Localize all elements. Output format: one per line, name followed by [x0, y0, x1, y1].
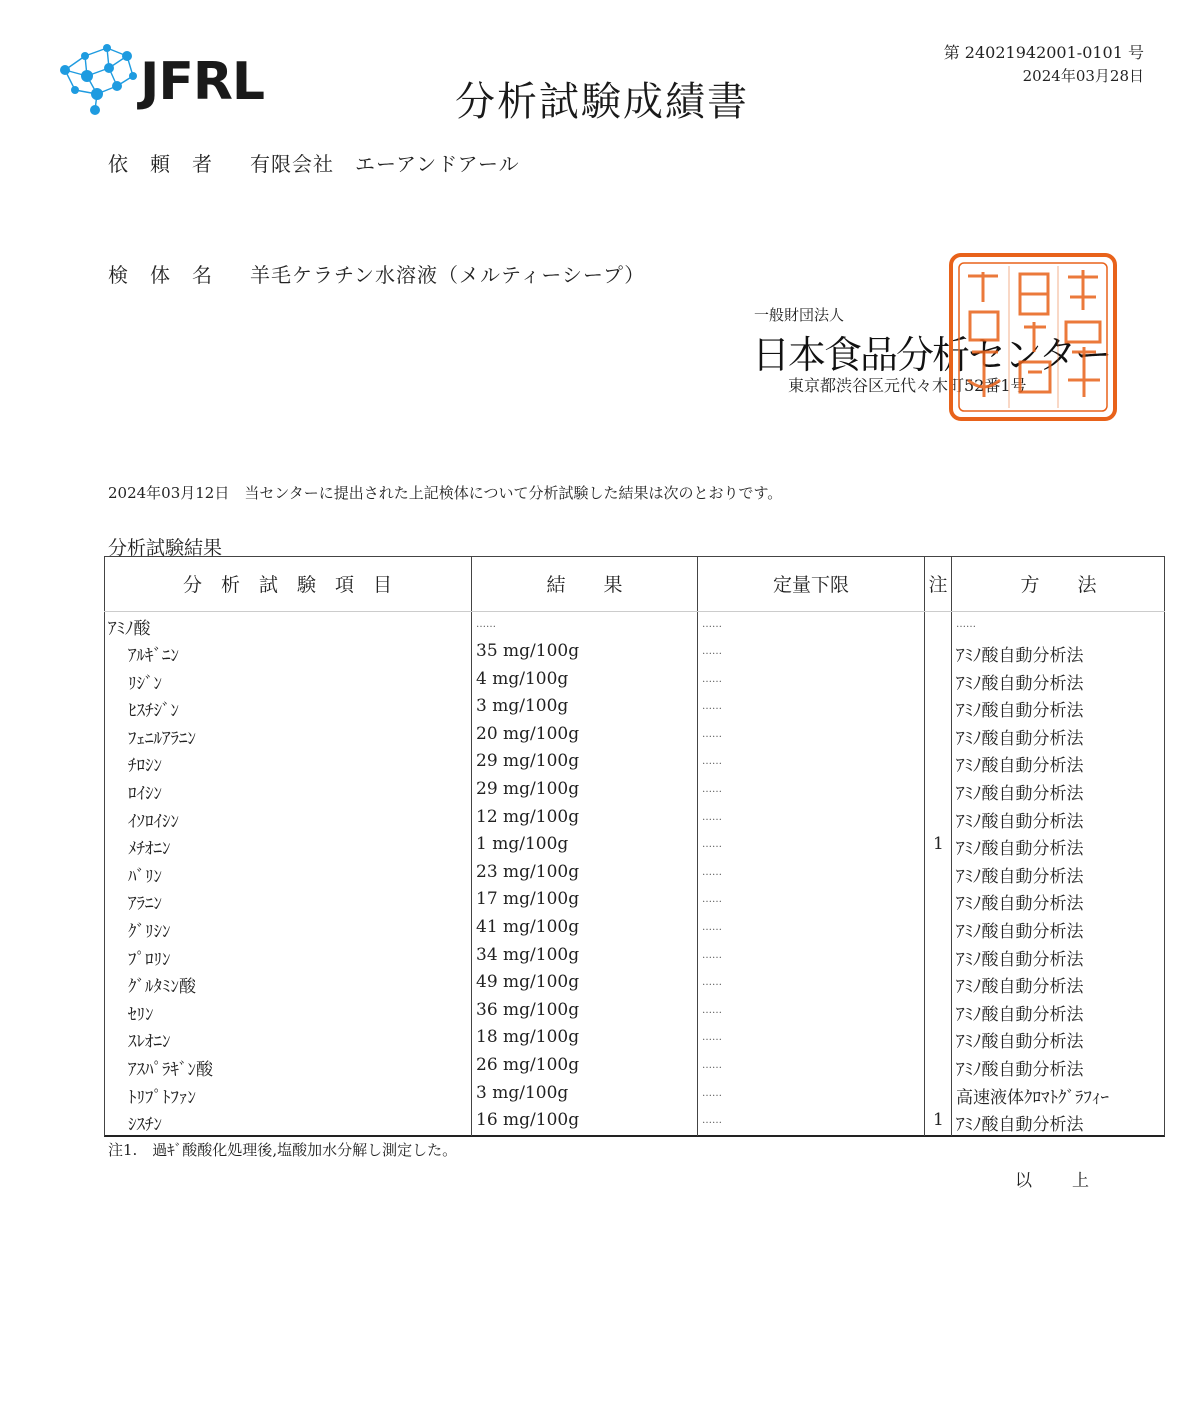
table-row-limit: …… — [702, 1115, 722, 1127]
issuer-name: 日本食品分析センター — [752, 333, 1111, 377]
table-row-note: 1 — [933, 1110, 944, 1131]
table-row-method: ｱﾐﾉ酸自動分析法 — [956, 673, 1084, 694]
table-row-result: 35 mg/100g — [476, 641, 580, 661]
table-row-limit: …… — [702, 839, 722, 851]
table-row-result: 4 mg/100g — [476, 668, 569, 689]
table-row-result: 3 mg/100g — [476, 696, 569, 717]
issuer-subtitle: 一般財団法人 — [754, 306, 845, 324]
table-row-result: 41 mg/100g — [476, 917, 580, 937]
table-row-limit: …… — [702, 922, 722, 933]
sample-label: 検体名 — [108, 263, 234, 287]
table-row-result: 26 mg/100g — [476, 1055, 580, 1075]
footnote: 注1. 過ｷﾞ酸酸化処理後,塩酸加水分解し測定した。 — [108, 1141, 458, 1159]
table-row-limit: …… — [702, 866, 722, 878]
table-row-item: ｽﾚｵﾆﾝ — [128, 1032, 171, 1053]
group-label: ｱﾐﾉ酸 — [108, 619, 151, 639]
results-table — [104, 556, 1165, 1136]
table-row-method: ｱﾐﾉ酸自動分析法 — [956, 1060, 1084, 1080]
table-row-result: 1 mg/100g — [476, 834, 569, 855]
column-header-note: 注 — [928, 574, 948, 596]
document-title: 分析試験成績書 — [455, 79, 749, 125]
table-row-item: ﾛｲｼﾝ — [128, 784, 162, 804]
group-method-dash: …… — [956, 619, 976, 630]
column-divider — [951, 556, 952, 1136]
table-row-item: ｱﾗﾆﾝ — [128, 894, 162, 915]
table-row-result: 34 mg/100g — [476, 944, 580, 965]
table-row-item: ﾁﾛｼﾝ — [128, 756, 162, 777]
logo-text: JFRL — [140, 52, 265, 112]
client-label: 依頼者 — [108, 152, 234, 176]
table-row-item: ﾘｼﾞﾝ — [128, 673, 162, 694]
table-row-result: 3 mg/100g — [476, 1082, 569, 1103]
table-row-result: 18 mg/100g — [476, 1027, 580, 1048]
column-divider — [924, 556, 925, 1136]
table-row-limit: …… — [702, 784, 722, 795]
table-row-limit: …… — [702, 949, 722, 961]
table-row-limit: …… — [702, 1060, 722, 1071]
table-row-item: ｾﾘﾝ — [128, 1004, 154, 1025]
intro-text: 2024年03月12日 当センターに提出された上記検体について分析試験した結果は次のとおりです。 — [108, 484, 783, 502]
table-row-limit: …… — [702, 646, 722, 657]
table-row-item: ﾒﾁｵﾆﾝ — [128, 839, 171, 860]
client-value: 有限会社 エーアンドアール — [250, 152, 520, 176]
table-row-limit: …… — [702, 728, 722, 740]
table-row-method: 高速液体ｸﾛﾏﾄｸﾞﾗﾌｨｰ — [956, 1087, 1109, 1108]
table-row-method: ｱﾐﾉ酸自動分析法 — [956, 811, 1084, 832]
table-row-note: 1 — [933, 834, 944, 855]
column-divider — [697, 556, 698, 1136]
table-row-item: ｼｽﾁﾝ — [128, 1115, 162, 1136]
table-row-result: 29 mg/100g — [476, 779, 580, 799]
table-row-item: ﾌｪﾆﾙｱﾗﾆﾝ — [128, 728, 196, 749]
table-row-item: ﾋｽﾁｼﾞﾝ — [128, 701, 179, 722]
end-mark: 以上 — [1015, 1171, 1129, 1191]
table-row-method: ｱﾐﾉ酸自動分析法 — [956, 977, 1084, 998]
table-row-method: ｱﾐﾉ酸自動分析法 — [956, 839, 1084, 860]
issuer-address: 東京都渋谷区元代々木町52番1号 — [788, 376, 1027, 395]
official-seal-icon — [948, 252, 1118, 422]
table-row-method: ｱﾐﾉ酸自動分析法 — [956, 922, 1084, 942]
table-row-item: ｱﾙｷﾞﾆﾝ — [128, 646, 179, 666]
certificate-number: 第 24021942001-0101 号 — [943, 43, 1144, 62]
column-header-item: 分 析 試 験 項 目 — [182, 574, 392, 596]
table-row-result: 17 mg/100g — [476, 889, 580, 910]
table-row-item: ｱｽﾊﾟﾗｷﾞﾝ酸 — [128, 1060, 213, 1080]
table-row-method: ｱﾐﾉ酸自動分析法 — [956, 1004, 1084, 1025]
table-row-limit: …… — [702, 673, 722, 685]
issue-date: 2024年03月28日 — [1022, 67, 1144, 85]
table-row-limit: …… — [702, 1087, 722, 1099]
table-row-method: ｱﾐﾉ酸自動分析法 — [956, 701, 1084, 722]
group-result-dash: …… — [476, 619, 496, 630]
table-row-method: ｱﾐﾉ酸自動分析法 — [956, 866, 1084, 887]
table-row-limit: …… — [702, 811, 722, 823]
table-row-result: 29 mg/100g — [476, 751, 580, 772]
table-row-result: 36 mg/100g — [476, 999, 580, 1020]
column-divider — [471, 556, 472, 1136]
table-row-method: ｱﾐﾉ酸自動分析法 — [956, 728, 1084, 749]
group-limit-dash: …… — [702, 619, 722, 630]
table-row-method: ｱﾐﾉ酸自動分析法 — [956, 949, 1084, 970]
table-row-limit: …… — [702, 1032, 722, 1044]
table-row-limit: …… — [702, 1004, 722, 1016]
table-row-result: 12 mg/100g — [476, 806, 580, 827]
column-header-result: 結 果 — [546, 574, 623, 596]
table-row-item: ｸﾞﾘｼﾝ — [128, 922, 171, 942]
sample-value: 羊毛ケラチン水溶液（メルティーシープ） — [250, 263, 646, 287]
table-row-item: ｸﾞﾙﾀﾐﾝ酸 — [128, 977, 196, 998]
table-row-limit: …… — [702, 977, 722, 989]
table-row-limit: …… — [702, 701, 722, 713]
table-row-method: ｱﾐﾉ酸自動分析法 — [956, 784, 1084, 804]
column-header-limit: 定量下限 — [772, 574, 849, 596]
table-row-item: ﾊﾞﾘﾝ — [128, 866, 162, 887]
table-row-limit: …… — [702, 894, 722, 906]
table-row-item: ﾄﾘﾌﾟﾄﾌｧﾝ — [128, 1087, 196, 1108]
table-row-method: ｱﾐﾉ酸自動分析法 — [956, 894, 1084, 915]
results-heading: 分析試験結果 — [108, 537, 223, 559]
column-header-method: 方 法 — [1020, 574, 1097, 596]
table-row-result: 49 mg/100g — [476, 972, 580, 993]
table-row-item: ｲｿﾛｲｼﾝ — [128, 811, 179, 832]
header-divider — [104, 611, 1165, 612]
table-row-result: 20 mg/100g — [476, 723, 580, 744]
table-row-limit: …… — [702, 756, 722, 768]
table-row-method: ｱﾐﾉ酸自動分析法 — [956, 1032, 1084, 1053]
table-row-result: 23 mg/100g — [476, 861, 580, 882]
table-row-method: ｱﾐﾉ酸自動分析法 — [956, 756, 1084, 777]
table-row-method: ｱﾐﾉ酸自動分析法 — [956, 646, 1084, 666]
table-row-result: 16 mg/100g — [476, 1110, 580, 1131]
table-row-item: ﾌﾟﾛﾘﾝ — [128, 949, 171, 970]
table-row-method: ｱﾐﾉ酸自動分析法 — [956, 1115, 1084, 1136]
